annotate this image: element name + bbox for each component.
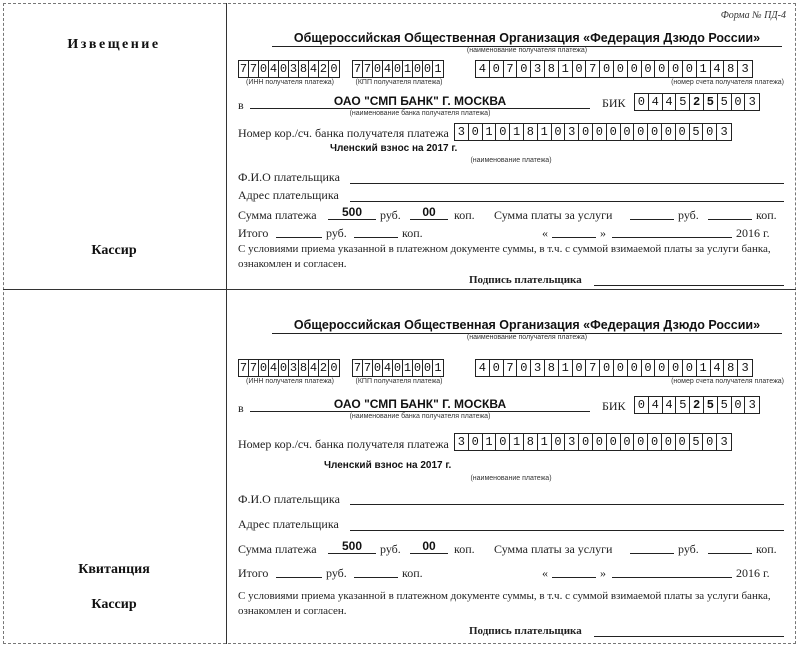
digit-cell[interactable]: 7	[239, 62, 248, 76]
date-day-field[interactable]	[552, 563, 596, 578]
payer-address-field[interactable]	[350, 187, 784, 202]
digit-cell[interactable]: 5	[718, 94, 732, 110]
digit-cell[interactable]: 0	[607, 124, 621, 140]
digit-cell[interactable]: 7	[353, 361, 362, 375]
digit-cell[interactable]: 7	[586, 61, 600, 77]
digit-cell[interactable]: 1	[434, 361, 442, 375]
digit-cell[interactable]: 1	[434, 62, 442, 76]
service-fee-label: Сумма платы за услуги	[494, 542, 613, 556]
payer-address-label: Адрес плательщика	[238, 517, 339, 531]
digit-cell[interactable]: 0	[469, 124, 483, 140]
digit-cell[interactable]: 0	[413, 361, 422, 375]
digit-cell[interactable]: 7	[239, 361, 248, 375]
digit-cell[interactable]: 0	[279, 62, 288, 76]
digit-cell[interactable]: 5	[676, 94, 690, 110]
date-year: 2016 г.	[736, 226, 770, 240]
digit-cell[interactable]: 0	[703, 434, 717, 450]
digit-cell[interactable]: 0	[634, 124, 648, 140]
total-kop-field[interactable]	[354, 563, 398, 578]
bik-label: БИК	[602, 399, 626, 413]
digit-cell[interactable]: 4	[476, 360, 490, 376]
digit-cell[interactable]: 0	[579, 124, 593, 140]
digit-cell[interactable]: 0	[614, 360, 628, 376]
sum-label: Сумма платежа	[238, 542, 317, 556]
purpose-caption: (наименование платежа)	[470, 157, 552, 164]
digit-cell[interactable]: 3	[531, 61, 545, 77]
bank-caption: (наименование банка получателя платежа)	[349, 110, 491, 117]
service-fee-rub-label: руб.	[678, 542, 699, 556]
cashier-label-notice: Кассир	[91, 243, 137, 258]
digit-cell[interactable]: 0	[517, 360, 531, 376]
digit-cell[interactable]: 4	[269, 62, 278, 76]
purpose-caption: (наименование платежа)	[470, 475, 552, 482]
digit-cell[interactable]: 2	[319, 361, 328, 375]
digit-cell[interactable]: 2	[690, 397, 704, 413]
digit-cell[interactable]: 7	[504, 61, 518, 77]
total-kop-label: коп.	[402, 226, 423, 240]
digit-cell[interactable]: 8	[724, 61, 738, 77]
digit-cell[interactable]: 0	[593, 434, 607, 450]
digit-cell[interactable]: 8	[299, 361, 308, 375]
digit-cell[interactable]: 1	[403, 62, 412, 76]
digit-cell[interactable]: 1	[483, 124, 497, 140]
signature-label: Подпись плательщика	[469, 625, 582, 637]
digit-cell[interactable]: 0	[642, 360, 656, 376]
digit-cell[interactable]: 0	[279, 361, 288, 375]
digit-cell[interactable]: 8	[299, 62, 308, 76]
digit-cell[interactable]: 5	[704, 94, 718, 110]
date-month-field[interactable]	[612, 563, 732, 578]
digit-cell[interactable]: 4	[476, 61, 490, 77]
digit-cell[interactable]: 1	[559, 61, 573, 77]
date-quote-close: »	[600, 226, 606, 240]
digit-cell[interactable]: 4	[309, 361, 318, 375]
purpose-line	[238, 143, 784, 157]
service-fee-rub-field[interactable]	[630, 539, 674, 554]
total-kop-label: коп.	[402, 566, 423, 580]
sum-kop-label: коп.	[454, 542, 475, 556]
digit-cell[interactable]: 3	[289, 361, 298, 375]
receipt-title: Квитанция	[78, 562, 150, 577]
digit-cell[interactable]: 3	[720, 435, 728, 449]
digit-cell[interactable]: 0	[259, 62, 268, 76]
digit-cell[interactable]: 0	[490, 61, 504, 77]
digit-cell[interactable]: 1	[403, 361, 412, 375]
payer-address-label: Адрес плательщика	[238, 188, 339, 202]
digit-cell[interactable]: 5	[690, 434, 704, 450]
digit-cell[interactable]: 0	[373, 62, 382, 76]
digit-cell[interactable]: 0	[600, 360, 614, 376]
total-rub-label: руб.	[326, 566, 347, 580]
signature-field[interactable]	[594, 624, 784, 637]
service-fee-kop-field[interactable]	[708, 205, 752, 220]
signature-field[interactable]	[594, 273, 784, 286]
payer-name-field[interactable]	[350, 169, 784, 184]
service-fee-rub-label: руб.	[678, 208, 699, 222]
digit-cell[interactable]: 3	[531, 360, 545, 376]
digit-cell[interactable]: 4	[711, 360, 725, 376]
digit-cell[interactable]: 7	[586, 360, 600, 376]
digit-cell[interactable]: 7	[504, 360, 518, 376]
inn-caption: (ИНН получателя платежа)	[246, 79, 334, 86]
digit-cell[interactable]: 0	[703, 124, 717, 140]
service-fee-kop-field[interactable]	[708, 539, 752, 554]
digit-cell[interactable]: 0	[423, 62, 432, 76]
recipient-caption: (наименование получателя платежа)	[466, 334, 588, 341]
date-quote-open: «	[542, 566, 548, 580]
payer-address-field[interactable]	[350, 516, 784, 531]
digit-cell[interactable]: 4	[649, 94, 663, 110]
agreement-text: С условиями приема указанной в платежном документе суммы, в т.ч. с суммой взимаемой платы за услуги банка, ознакомлен и согласен.	[238, 590, 771, 617]
bik-boxes[interactable]	[634, 93, 760, 111]
digit-cell[interactable]: 7	[363, 361, 372, 375]
digit-cell[interactable]: 4	[711, 61, 725, 77]
digit-cell[interactable]: 0	[373, 361, 382, 375]
form-number: Форма № ПД-4	[720, 10, 786, 21]
digit-cell[interactable]: 8	[524, 434, 538, 450]
digit-cell[interactable]: 0	[635, 94, 649, 110]
kpp-caption: (КПП получателя платежа)	[355, 378, 443, 385]
digit-cell[interactable]: 3	[720, 125, 728, 139]
digit-cell[interactable]: 0	[683, 360, 697, 376]
inn-boxes[interactable]	[238, 359, 340, 377]
digit-cell[interactable]: 0	[413, 62, 422, 76]
digit-cell[interactable]: 8	[545, 61, 559, 77]
inn-caption: (ИНН получателя платежа)	[246, 378, 334, 385]
digit-cell[interactable]: 0	[517, 61, 531, 77]
date-year: 2016 г.	[736, 566, 770, 580]
date-month-field[interactable]	[612, 223, 732, 238]
bank-prefix: в	[238, 401, 244, 415]
digit-cell[interactable]: 1	[538, 434, 552, 450]
digit-cell[interactable]: 8	[545, 360, 559, 376]
digit-cell[interactable]: 3	[289, 62, 298, 76]
kpp-boxes[interactable]	[352, 60, 444, 78]
bank-name: ОАО "СМП БАНК" Г. МОСКВА	[250, 397, 590, 412]
digit-cell[interactable]: 1	[510, 434, 524, 450]
recipient-name: Общероссийская Общественная Организация «Федерация Дзюдо России»	[272, 318, 782, 334]
total-rub-field[interactable]	[276, 223, 322, 238]
corr-account-boxes[interactable]	[454, 433, 732, 451]
digit-cell[interactable]: 7	[249, 62, 258, 76]
sum-rub-label: руб.	[380, 208, 401, 222]
kpp-caption: (КПП получателя платежа)	[355, 79, 443, 86]
digit-cell[interactable]: 0	[600, 61, 614, 77]
corr-account-label: Номер кор./сч. банка получателя платежа	[238, 126, 449, 140]
digit-cell[interactable]: 0	[614, 61, 628, 77]
digit-cell[interactable]: 0	[642, 61, 656, 77]
digit-cell[interactable]: 0	[552, 124, 566, 140]
account-caption: (номер счета получателя платежа)	[671, 79, 784, 86]
digit-cell[interactable]: 2	[690, 94, 704, 110]
total-label: Итого	[238, 566, 269, 580]
digit-cell[interactable]: 0	[552, 434, 566, 450]
digit-cell[interactable]: 0	[628, 360, 642, 376]
digit-cell[interactable]: 0	[635, 397, 649, 413]
sum-rub-field[interactable]: 500	[328, 205, 376, 220]
digit-cell[interactable]: 0	[628, 61, 642, 77]
digit-cell[interactable]: 4	[269, 361, 278, 375]
sum-rub-label: руб.	[380, 542, 401, 556]
service-fee-rub-field[interactable]	[630, 205, 674, 220]
digit-cell[interactable]: 0	[496, 434, 510, 450]
recipient-caption: (наименование получателя платежа)	[466, 47, 588, 54]
digit-cell[interactable]: 1	[510, 124, 524, 140]
digit-cell[interactable]: 0	[330, 361, 338, 375]
sum-label: Сумма платежа	[238, 208, 317, 222]
digit-cell[interactable]: 4	[663, 94, 677, 110]
purpose-line	[238, 460, 784, 474]
digit-cell[interactable]: 4	[309, 62, 318, 76]
total-rub-field[interactable]	[276, 563, 322, 578]
digit-cell[interactable]: 7	[249, 361, 258, 375]
account-caption: (номер счета получателя платежа)	[671, 378, 784, 385]
digit-cell[interactable]: 5	[690, 124, 704, 140]
sum-kop-field[interactable]: 00	[410, 205, 448, 220]
digit-cell[interactable]: 0	[662, 434, 676, 450]
corr-account-label: Номер кор./сч. банка получателя платежа	[238, 437, 449, 451]
horizontal-cut-line	[3, 289, 796, 290]
digit-cell[interactable]: 0	[648, 124, 662, 140]
digit-cell[interactable]: 0	[423, 361, 432, 375]
digit-cell[interactable]: 8	[724, 360, 738, 376]
service-fee-kop-label: коп.	[756, 208, 777, 222]
recipient-name: Общероссийская Общественная Организация «Федерация Дзюдо России»	[272, 31, 782, 47]
digit-cell[interactable]: 1	[559, 360, 573, 376]
digit-cell[interactable]: 0	[655, 360, 669, 376]
payer-name-field[interactable]	[350, 490, 784, 505]
digit-cell[interactable]: 0	[573, 61, 587, 77]
digit-cell[interactable]: 4	[663, 397, 677, 413]
digit-cell[interactable]: 0	[676, 124, 690, 140]
agreement-text: С условиями приема указанной в платежном документе суммы, в т.ч. с суммой взимаемой платы за услуги банка, ознакомлен и согласен.	[238, 243, 771, 270]
receipt-section	[232, 315, 784, 635]
digit-cell[interactable]: 0	[732, 94, 746, 110]
account-boxes[interactable]	[475, 60, 753, 78]
digit-cell[interactable]: 1	[697, 360, 711, 376]
digit-cell[interactable]: 1	[697, 61, 711, 77]
digit-cell[interactable]: 0	[648, 434, 662, 450]
service-fee-label: Сумма платы за услуги	[494, 208, 613, 222]
digit-cell[interactable]: 1	[538, 124, 552, 140]
digit-cell[interactable]: 0	[683, 61, 697, 77]
digit-cell[interactable]: 0	[732, 397, 746, 413]
digit-cell[interactable]: 0	[655, 61, 669, 77]
payment-purpose: Членский взнос на 2017 г.	[324, 460, 452, 471]
digit-cell[interactable]: 3	[741, 62, 749, 76]
digit-cell[interactable]: 0	[662, 124, 676, 140]
sum-kop-label: коп.	[454, 208, 475, 222]
digit-cell[interactable]: 0	[393, 62, 402, 76]
digit-cell[interactable]: 7	[363, 62, 372, 76]
bik-boxes[interactable]	[634, 396, 760, 414]
bank-name: ОАО "СМП БАНК" Г. МОСКВА	[250, 94, 590, 109]
digit-cell[interactable]: 0	[669, 61, 683, 77]
digit-cell[interactable]: 3	[565, 434, 579, 450]
digit-cell[interactable]: 0	[593, 124, 607, 140]
vertical-divider	[226, 3, 227, 644]
digit-cell[interactable]: 3	[565, 124, 579, 140]
digit-cell[interactable]: 4	[649, 397, 663, 413]
account-boxes[interactable]	[475, 359, 753, 377]
bank-prefix: в	[238, 98, 244, 112]
digit-cell[interactable]: 0	[469, 434, 483, 450]
digit-cell[interactable]: 0	[490, 360, 504, 376]
sum-rub-field[interactable]: 500	[328, 539, 376, 554]
total-kop-field[interactable]	[354, 223, 398, 238]
digit-cell[interactable]: 0	[259, 361, 268, 375]
signature-label: Подпись плательщика	[469, 274, 582, 286]
digit-cell[interactable]: 0	[676, 434, 690, 450]
digit-cell[interactable]: 3	[748, 95, 756, 109]
digit-cell[interactable]: 0	[330, 62, 338, 76]
total-label: Итого	[238, 226, 269, 240]
digit-cell[interactable]: 0	[621, 124, 635, 140]
payer-name-label: Ф.И.О плательщика	[238, 492, 340, 506]
digit-cell[interactable]: 0	[669, 360, 683, 376]
corr-account-boxes[interactable]	[454, 123, 732, 141]
sum-kop-field[interactable]: 00	[410, 539, 448, 554]
digit-cell[interactable]: 0	[607, 434, 621, 450]
digit-cell[interactable]: 5	[704, 397, 718, 413]
digit-cell[interactable]: 7	[353, 62, 362, 76]
digit-cell[interactable]: 3	[455, 434, 469, 450]
digit-cell[interactable]: 5	[718, 397, 732, 413]
digit-cell[interactable]: 0	[621, 434, 635, 450]
cashier-label-receipt: Кассир	[91, 597, 137, 612]
payment-purpose: Членский взнос на 2017 г.	[330, 143, 458, 154]
digit-cell[interactable]: 2	[319, 62, 328, 76]
date-quote-close: »	[600, 566, 606, 580]
digit-cell[interactable]: 0	[579, 434, 593, 450]
service-fee-kop-label: коп.	[756, 542, 777, 556]
kpp-boxes[interactable]	[352, 359, 444, 377]
inn-boxes[interactable]	[238, 60, 340, 78]
digit-cell[interactable]: 8	[524, 124, 538, 140]
digit-cell[interactable]: 0	[393, 361, 402, 375]
notice-section	[232, 28, 784, 288]
digit-cell[interactable]: 3	[741, 361, 749, 375]
payer-name-label: Ф.И.О плательщика	[238, 170, 340, 184]
digit-cell[interactable]: 4	[383, 361, 392, 375]
bik-label: БИК	[602, 96, 626, 110]
date-day-field[interactable]	[552, 223, 596, 238]
digit-cell[interactable]: 0	[573, 360, 587, 376]
digit-cell[interactable]: 3	[748, 398, 756, 412]
digit-cell[interactable]: 0	[496, 124, 510, 140]
digit-cell[interactable]: 4	[383, 62, 392, 76]
digit-cell[interactable]: 0	[634, 434, 648, 450]
date-quote-open: «	[542, 226, 548, 240]
digit-cell[interactable]: 3	[455, 124, 469, 140]
notice-title: Извещение	[67, 37, 161, 52]
bank-caption: (наименование банка получателя платежа)	[349, 413, 491, 420]
total-rub-label: руб.	[326, 226, 347, 240]
digit-cell[interactable]: 1	[483, 434, 497, 450]
digit-cell[interactable]: 5	[676, 397, 690, 413]
